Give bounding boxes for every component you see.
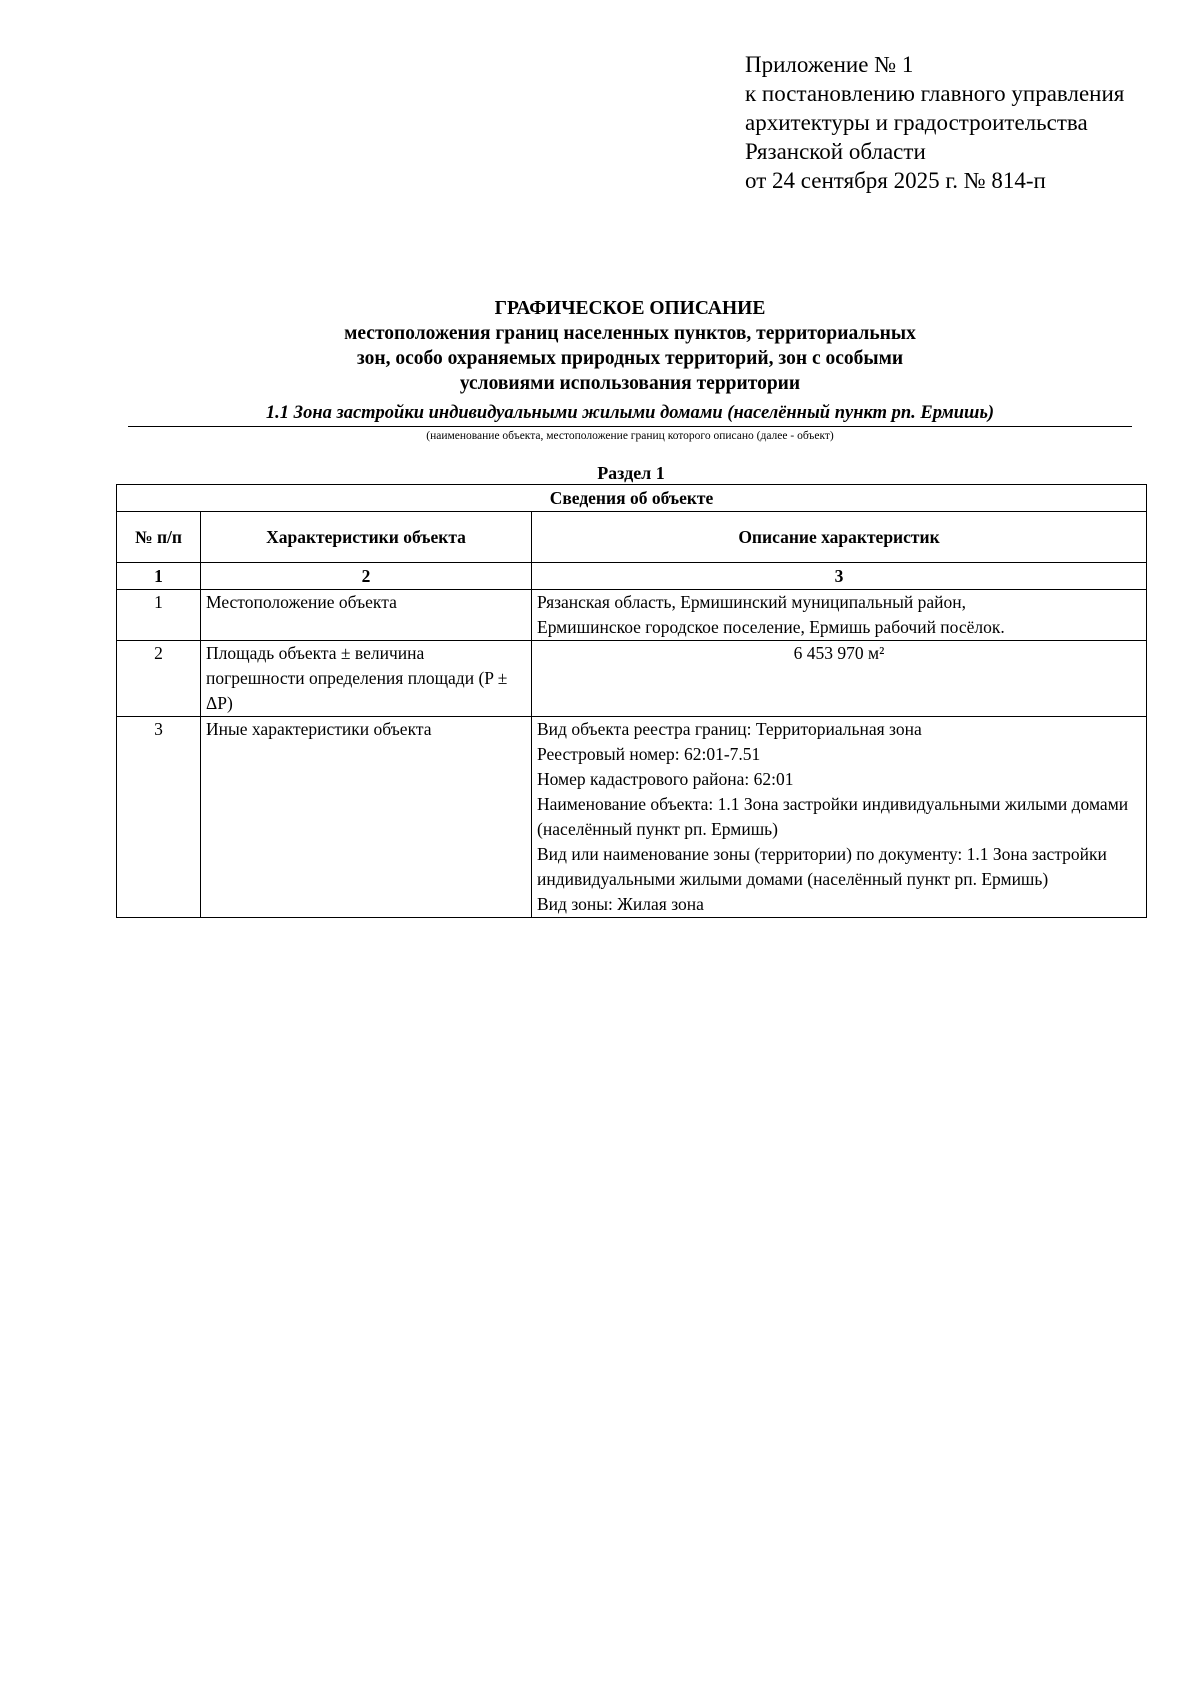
description-line: Реестровый номер: 62:01-7.51 (537, 744, 761, 764)
description-line: Вид зоны: Жилая зона (537, 894, 704, 914)
row-characteristic: Площадь объекта ± величина погрешности определения площади (P ± ΔP) (201, 641, 532, 717)
description-line: Ермишинское городское поселение, Ермишь рабочий посёлок. (537, 617, 1005, 637)
header-characteristic: Характеристики объекта (201, 512, 532, 563)
area-value: 6 453 970 м² (793, 643, 885, 663)
appendix-line: Рязанской области (745, 139, 926, 164)
table-row (117, 590, 1147, 641)
document-heading (130, 296, 1130, 396)
section-title: Раздел 1 (597, 463, 665, 483)
appendix-line: архитектуры и градостроительства (745, 110, 1088, 135)
object-name-underline (128, 426, 1132, 427)
header-num: № п/п (117, 512, 201, 563)
appendix-line: от 24 сентября 2025 г. № 814-п (745, 168, 1046, 193)
document-subtitle-line: условиями использования территории (459, 373, 801, 394)
description-line: Номер кадастрового района: 62:01 (537, 769, 794, 789)
row-description (532, 641, 1147, 717)
description-line: Вид объекта реестра границ: Территориальная зона (537, 719, 922, 739)
object-info-table (116, 484, 1147, 918)
document-title: ГРАФИЧЕСКОЕ ОПИСАНИЕ (494, 298, 766, 319)
object-name-caption: (наименование объекта, местоположение границ которого описано (далее - объект) (426, 430, 834, 442)
row-number: 2 (117, 641, 201, 717)
table-header-row (117, 512, 1147, 563)
header-description: Описание характеристик (532, 512, 1147, 563)
document-subtitle-line: местоположения границ населенных пунктов, территориальных (344, 323, 916, 344)
description-line: Рязанская область, Ермишинский муниципальный район, (537, 592, 966, 612)
table-caption-row (117, 485, 1147, 512)
description-line: Вид или наименование зоны (территории) по документу: 1.1 Зона застройки индивидуальными жилыми домами (населённый пункт рп. Ермишь) (537, 844, 1107, 889)
column-number: 3 (532, 563, 1147, 590)
document-subtitle-line: зон, особо охраняемых природных территорий, зон с особыми (356, 348, 904, 369)
appendix-line: Приложение № 1 (745, 52, 914, 77)
column-number-row (117, 563, 1147, 590)
column-number: 2 (201, 563, 532, 590)
appendix-block (745, 50, 1124, 195)
table-row (117, 641, 1147, 717)
row-description (532, 590, 1147, 641)
object-name: 1.1 Зона застройки индивидуальными жилыми домами (населённый пункт рп. Ермишь) (265, 403, 995, 423)
column-number: 1 (117, 563, 201, 590)
row-number: 1 (117, 590, 201, 641)
table-row (117, 717, 1147, 918)
row-characteristic: Иные характеристики объекта (201, 717, 532, 918)
appendix-line: к постановлению главного управления (745, 81, 1125, 106)
row-characteristic: Местоположение объекта (201, 590, 532, 641)
row-number: 3 (117, 717, 201, 918)
description-line: Наименование объекта: 1.1 Зона застройки индивидуальными жилыми домами (населённый пункт рп. Ермишь) (537, 794, 1129, 839)
table-caption: Сведения об объекте (117, 485, 1147, 512)
row-description (532, 717, 1147, 918)
